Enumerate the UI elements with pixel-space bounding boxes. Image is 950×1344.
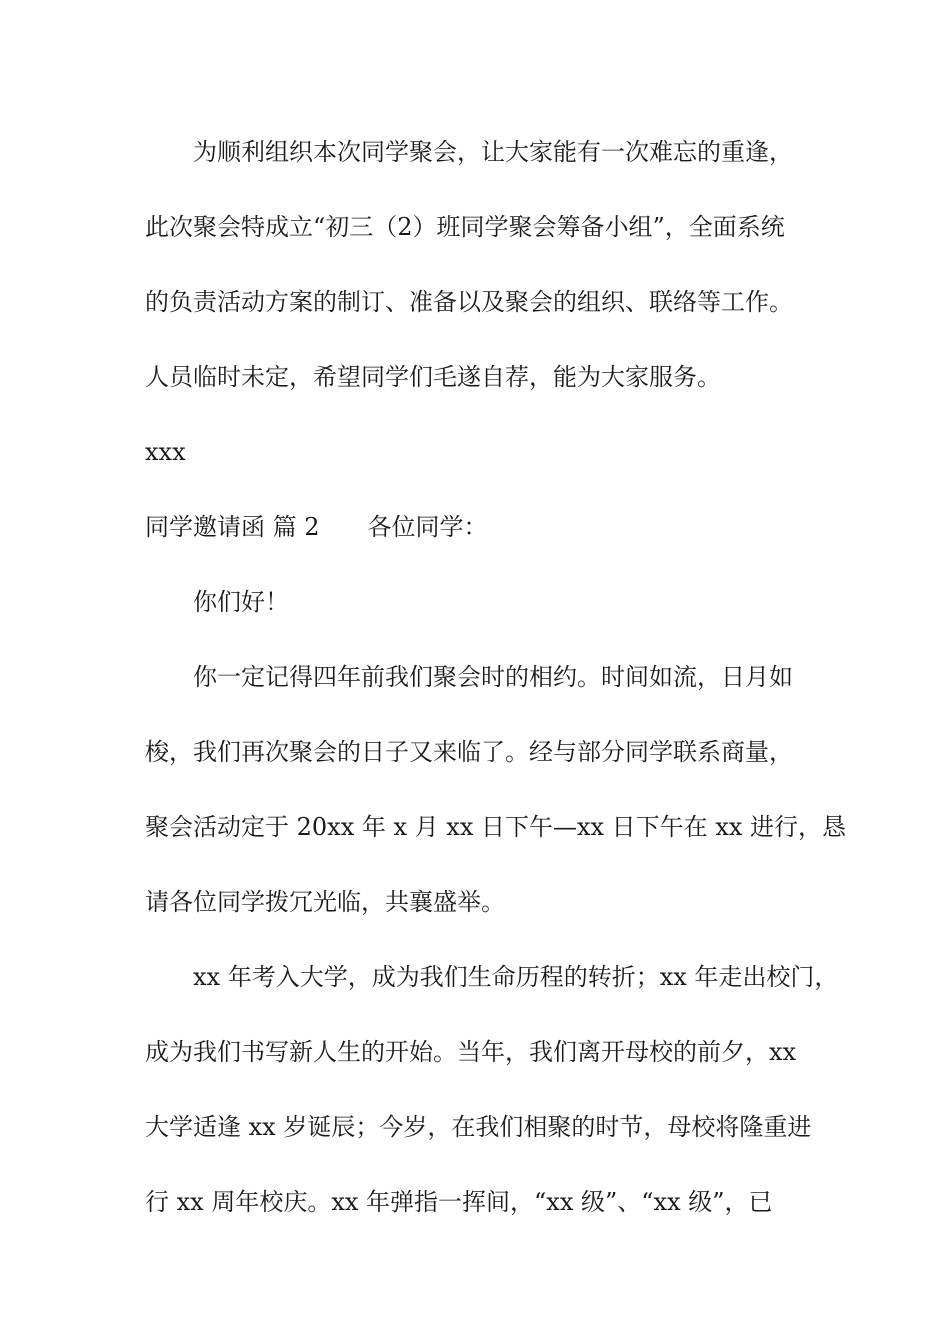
greeting: 你们好！: [193, 588, 289, 616]
paragraph-line: 聚会活动定于 20xx 年 x 月 xx 日下午—xx 日下午在 xx 进行，恳: [145, 813, 847, 841]
paragraph-line: 梭，我们再次聚会的日子又来临了。经与部分同学联系商量，: [145, 738, 793, 766]
paragraph-line: 的负责活动方案的制订、准备以及聚会的组织、联络等工作。: [145, 288, 793, 316]
paragraph-line: 行 xx 周年校庆。xx 年弹指一挥间，“xx 级”、“xx 级”，已: [145, 1188, 773, 1216]
paragraph-line: 为顺利组织本次同学聚会，让大家能有一次难忘的重逢，: [193, 138, 793, 166]
salutation: 各位同学：: [367, 513, 488, 541]
signature-placeholder: xxx: [145, 438, 186, 466]
paragraph-line: 你一定记得四年前我们聚会时的相约。时间如流，日月如: [193, 663, 793, 691]
paragraph-line: 成为我们书写新人生的开始。当年，我们离开母校的前夕，xx: [145, 1038, 797, 1066]
paragraph-line: 人员临时未定，希望同学们毛遂自荐，能为大家服务。: [145, 363, 721, 391]
paragraph-line: 大学适逢 xx 岁诞辰；今岁，在我们相聚的时节，母校将隆重进: [145, 1113, 812, 1141]
paragraph-line: 请各位同学拨冗光临，共襄盛举。: [145, 888, 505, 916]
paragraph-line: xx 年考入大学，成为我们生命历程的转折；xx 年走出校门，: [193, 963, 839, 991]
paragraph-line: 此次聚会特成立“初三（2）班同学聚会筹备小组”，全面系统: [145, 213, 785, 241]
section-heading: [145, 512, 488, 542]
letter-title: 同学邀请函 篇 2: [145, 513, 320, 541]
